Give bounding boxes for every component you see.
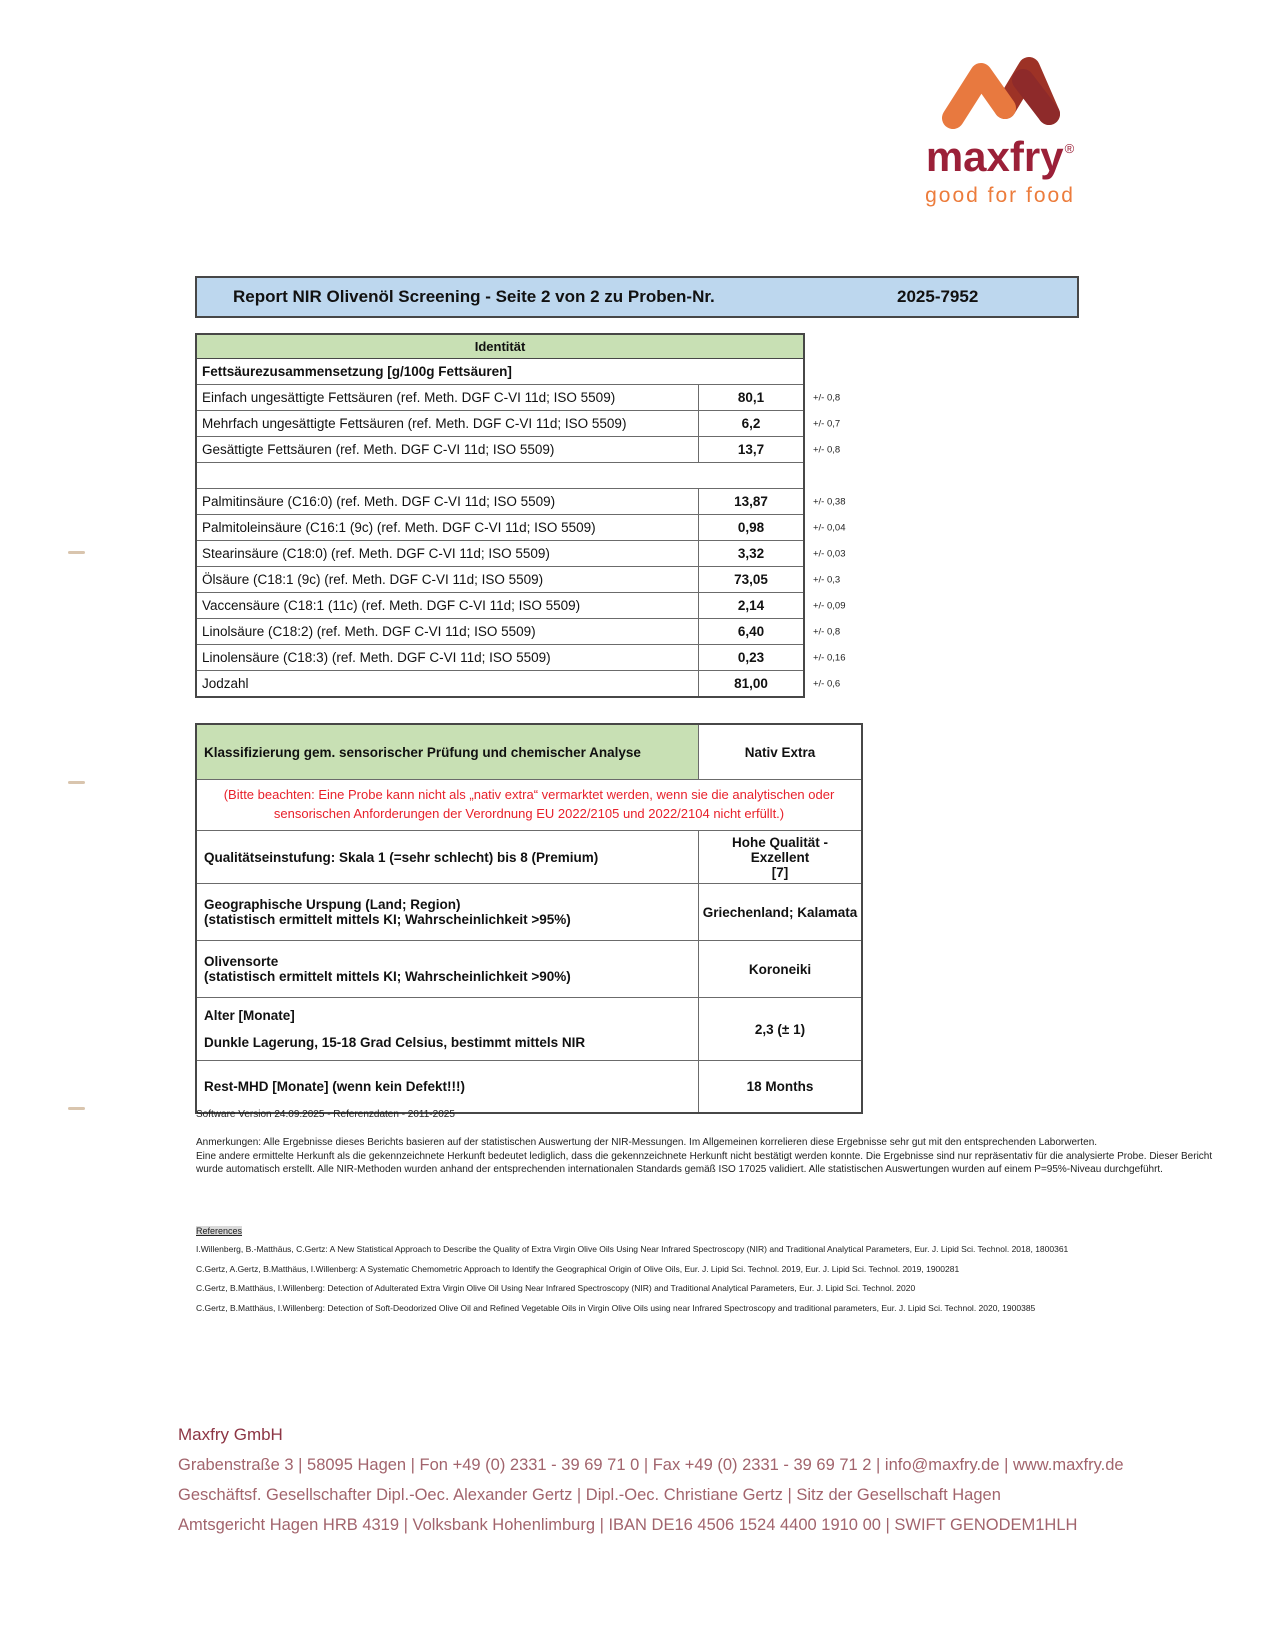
origin-label-line1: Geographische Urspung (Land; Region) (204, 897, 461, 912)
analyte-label: Linolsäure (C18:2) (ref. Meth. DGF C-VI 11d; ISO 5509) (202, 624, 536, 639)
analyte-tolerance: +/- 0,04 (813, 522, 846, 533)
identity-row (197, 489, 846, 515)
identity-row (197, 515, 846, 541)
remarks-line3: wurde automatisch erstellt. Alle NIR-Methoden wurden anhand der entsprechenden internationalen Standards gemäß ISO 17025 validiert. Alle statistischen Auswertungen wurden auf einem P=95%-Niveau durchgeführt. (196, 1164, 1163, 1175)
analyte-tolerance: +/- 0,8 (813, 392, 841, 403)
analyte-tolerance: +/- 0,8 (813, 626, 841, 637)
quality-value (698, 831, 861, 883)
origin-label (197, 884, 698, 940)
analyte-tolerance: +/- 0,3 (813, 574, 841, 585)
origin-label-line2: (statistisch ermittelt mittels KI; Wahrscheinlichkeit >95%) (204, 912, 571, 927)
remarks-line1: Anmerkungen: Alle Ergebnisse dieses Berichts basieren auf der statistischen Auswertung der NIR-Messungen. Im Allgemeinen korrelieren diese Ergebnisse sehr gut mit den entsprechenden Laborwerten. (196, 1137, 1098, 1148)
company-footer (178, 1420, 1124, 1540)
age-label-line1: Alter [Monate] (204, 1008, 295, 1023)
maxfry-ribbon-m-icon (935, 52, 1065, 134)
identity-row (197, 541, 846, 567)
margin-mark (68, 781, 85, 784)
variety-value: Koroneiki (698, 941, 861, 997)
identity-table-subheader: Fettsäurezusammensetzung [g/100g Fettsäuren] (197, 359, 803, 385)
footer-management-line: Geschäftsf. Gesellschafter Dipl.-Oec. Alexander Gertz | Dipl.-Oec. Christiane Gertz | Sitz der Gesellschaft Hagen (178, 1486, 1001, 1504)
analyte-label: Ölsäure (C18:1 (9c) (ref. Meth. DGF C-VI 11d; ISO 5509) (202, 572, 544, 587)
identity-row (197, 411, 841, 437)
identity-row (197, 671, 841, 696)
reference-item: C.Gertz, A.Gertz, B.Matthäus, I.Willenberg: A Systematic Chemometric Approach to Identify the Geographical Origin of Olive Oils, Eur. J. Lipid Sci. Technol. 2019, Eur. J. Lipid Sci. Technol. 2019, 1900281 (196, 1263, 960, 1274)
analyte-value: 6,2 (698, 411, 803, 436)
age-label-line2: Dunkle Lagerung, 15-18 Grad Celsius, bestimmt mittels NIR (204, 1035, 586, 1050)
classification-header-label: Klassifizierung gem. sensorischer Prüfung und chemischer Analyse (197, 725, 698, 779)
footer-registry-line: Amtsgericht Hagen HRB 4319 | Volksbank Hohenlimburg | IBAN DE16 4506 1524 4400 1910 00 | SWIFT GENODEM1HLH (178, 1516, 1078, 1534)
quality-row (197, 831, 861, 884)
quality-label: Qualitätseinstufung: Skala 1 (=sehr schlecht) bis 8 (Premium) (204, 849, 599, 865)
variety-label-line2: (statistisch ermittelt mittels KI; Wahrscheinlichkeit >90%) (204, 969, 571, 984)
identity-row (197, 567, 841, 593)
classification-grade: Nativ Extra (698, 725, 861, 779)
shelf-life-value: 18 Months (698, 1061, 861, 1112)
software-version-line: Software Version 24.09.2025 - Referenzdaten - 2011-2025 (196, 1109, 455, 1120)
report-title-bar (195, 276, 1079, 318)
analyte-label: Einfach ungesättigte Fettsäuren (ref. Meth. DGF C-VI 11d; ISO 5509) (202, 390, 616, 405)
margin-mark (68, 551, 85, 554)
analyte-value: 73,05 (698, 567, 803, 592)
maxfry-logo (898, 52, 1102, 208)
classification-header-row (197, 725, 861, 780)
identity-row (197, 437, 841, 463)
quality-value-line2: [7] (771, 864, 789, 880)
shelf-life-label: Rest-MHD [Monate] (wenn kein Defekt!!!) (204, 1079, 466, 1094)
analyte-value: 0,98 (698, 515, 803, 540)
variety-label (197, 941, 698, 997)
analyte-value: 81,00 (698, 671, 803, 696)
age-row (197, 998, 861, 1061)
registered-mark: ® (1064, 141, 1075, 156)
references-section (196, 1226, 1068, 1322)
shelf-life-row (197, 1061, 861, 1112)
brand-text: maxfry (925, 133, 1064, 180)
margin-mark (68, 1107, 85, 1110)
identity-table-header: Identität (197, 335, 803, 359)
analyte-value: 3,32 (698, 541, 803, 566)
brand-wordmark (898, 133, 1102, 180)
variety-row (197, 941, 861, 998)
origin-row (197, 884, 861, 941)
classification-warning-row (197, 780, 861, 831)
warning-note (197, 780, 861, 830)
sample-number: 2025-7952 (897, 287, 979, 306)
reference-item: I.Willenberg, B.-Matthäus, C.Gertz: A New Statistical Approach to Describe the Quality of Extra Virgin Olive Oils Using Near Infrared Spectroscopy (NIR) and Traditional Analytical Parameters, Eur. J. Lipid Sci. Technol. 2018, 1800361 (196, 1244, 1069, 1254)
analyte-tolerance: +/- 0,38 (813, 496, 846, 507)
analyte-value: 13,7 (698, 437, 803, 462)
analyte-tolerance: +/- 0,8 (813, 444, 841, 455)
quality-value-line1: Hohe Qualität - Exzellent (731, 834, 828, 865)
identity-table (195, 333, 846, 698)
analyte-value: 6,40 (698, 619, 803, 644)
analyte-label: Palmitoleinsäure (C16:1 (9c) (ref. Meth. DGF C-VI 11d; ISO 5509) (202, 520, 596, 535)
remarks-paragraph (196, 1136, 1212, 1177)
analyte-value: 13,87 (698, 489, 803, 514)
report-title: Report NIR Olivenöl Screening - Seite 2 von 2 zu Proben-Nr. (233, 287, 715, 306)
warning-note-line1: (Bitte beachten: Eine Probe kann nicht als „nativ extra“ vermarktet werden, wenn sie die analytischen oder (223, 787, 835, 803)
variety-label-line1: Olivensorte (204, 954, 279, 969)
analyte-tolerance: +/- 0,6 (813, 678, 841, 689)
analyte-label: Linolensäure (C18:3) (ref. Meth. DGF C-VI 11d; ISO 5509) (202, 650, 551, 665)
identity-spacer-row (197, 463, 803, 489)
age-label (197, 998, 698, 1060)
remarks-line2: Eine andere ermittelte Herkunft als die gekennzeichnete Herkunft bedeutet lediglich, dass die gekennzeichnete Herkunft nicht bestätigt werden konnte. Die Ergebnisse sind nur repräsentativ für die analysierte Probe. Dieser Bericht (196, 1150, 1213, 1162)
identity-row (197, 593, 846, 619)
classification-table (195, 723, 863, 1114)
company-name: Maxfry GmbH (178, 1425, 283, 1444)
identity-row (197, 645, 846, 671)
brand-tagline: good for food (925, 184, 1075, 207)
age-value: 2,3 (± 1) (698, 998, 861, 1060)
analyte-label: Palmitinsäure (C16:0) (ref. Meth. DGF C-VI 11d; ISO 5509) (202, 494, 556, 509)
reference-item: C.Gertz, B.Matthäus, I.Willenberg: Detection of Adulterated Extra Virgin Olive Oil Using Near Infrared Spectroscopy (NIR) and Traditional Analytical Parameters, Eur. J. Lipid Sci. Technol. 2020 (196, 1283, 916, 1293)
analyte-value: 2,14 (698, 593, 803, 618)
reference-item: C.Gertz, B.Matthäus, I.Willenberg: Detection of Soft-Deodorized Olive Oil and Refined Vegetable Oils in Virgin Olive Oils using near Infrared Spectroscopy and traditional parameters, Eur. J. Lipid Sci. Technol. 2020, 1900385 (196, 1302, 1036, 1313)
analyte-tolerance: +/- 0,03 (813, 548, 846, 559)
identity-row (197, 619, 841, 645)
age-label-gap (204, 1023, 691, 1035)
analyte-value: 80,1 (698, 385, 803, 410)
analyte-value: 0,23 (698, 645, 803, 670)
analyte-label: Jodzahl (202, 676, 249, 691)
analyte-label: Vaccensäure (C18:1 (11c) (ref. Meth. DGF C-VI 11d; ISO 5509) (202, 598, 581, 613)
analyte-label: Stearinsäure (C18:0) (ref. Meth. DGF C-VI 11d; ISO 5509) (202, 546, 550, 561)
origin-value: Griechenland; Kalamata (698, 884, 861, 940)
analyte-label: Mehrfach ungesättigte Fettsäuren (ref. Meth. DGF C-VI 11d; ISO 5509) (202, 416, 627, 431)
analyte-tolerance: +/- 0,7 (813, 418, 841, 429)
references-heading: References (196, 1226, 243, 1236)
analyte-label: Gesättigte Fettsäuren (ref. Meth. DGF C-VI 11d; ISO 5509) (202, 442, 555, 457)
analyte-tolerance: +/- 0,16 (813, 652, 846, 663)
analyte-tolerance: +/- 0,09 (813, 600, 846, 611)
warning-note-line2: sensorischen Anforderungen der Verordnung EU 2022/2105 und 2022/2104 nicht erfüllt.) (273, 806, 785, 821)
footer-address-line: Grabenstraße 3 | 58095 Hagen | Fon +49 (0) 2331 - 39 69 71 0 | Fax +49 (0) 2331 - 39 69 71 2 | info@maxfry.de | www.maxfry.de (178, 1456, 1124, 1474)
identity-row (197, 385, 841, 411)
